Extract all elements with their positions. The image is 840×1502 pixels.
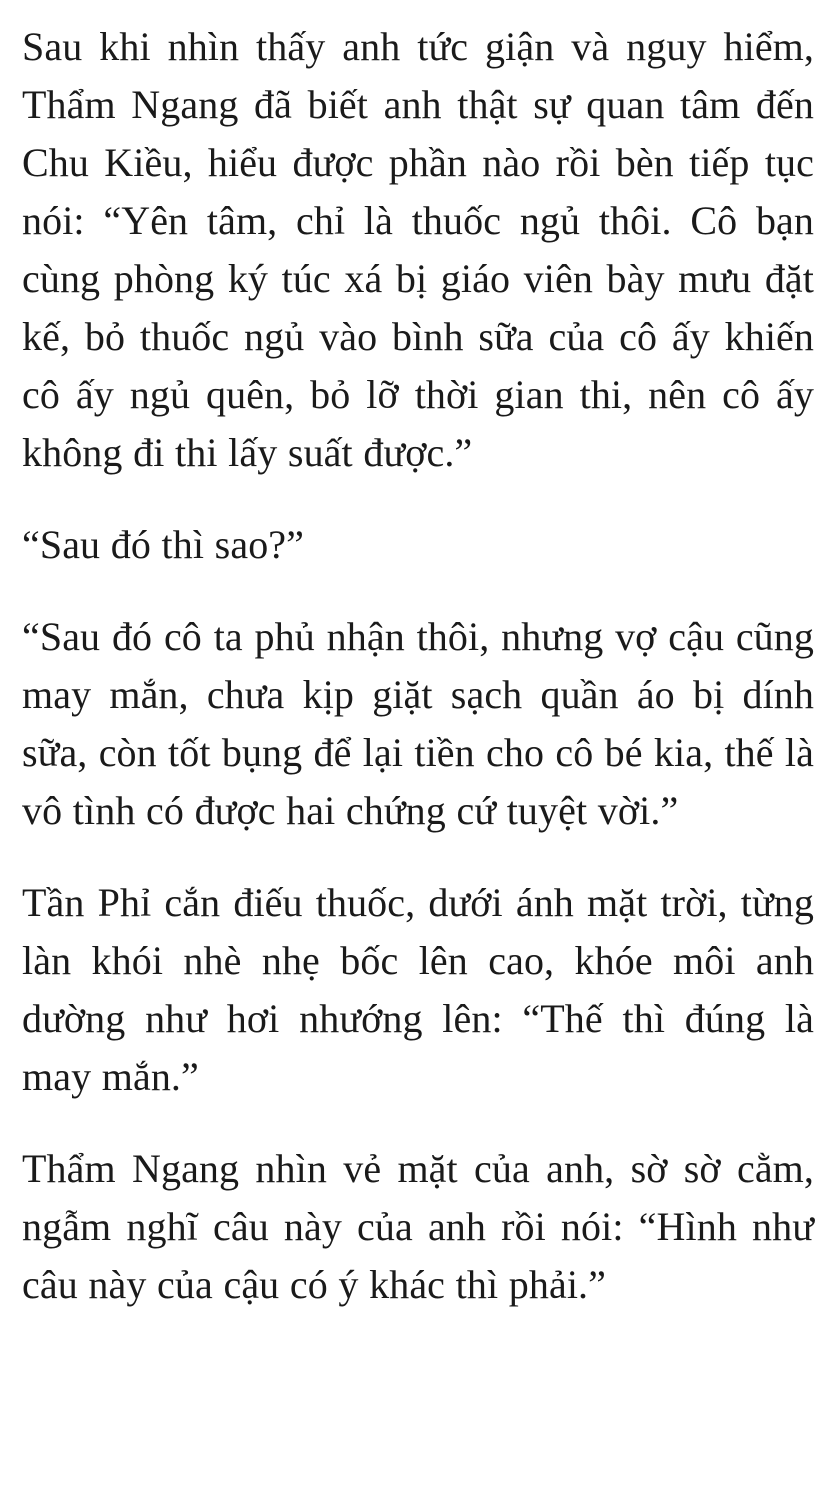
chapter-text-body	[22, 18, 814, 1314]
paragraph: Sau khi nhìn thấy anh tức giận và nguy hiểm, Thẩm Ngang đã biết anh thật sự quan tâm đến Chu Kiều, hiểu được phần nào rồi bèn tiếp tục nói: “Yên tâm, chỉ là thuốc ngủ thôi. Cô bạn cùng phòng ký túc xá bị giáo viên bày mưu đặt kế, bỏ thuốc ngủ vào bình sữa của cô ấy khiến cô ấy ngủ quên, bỏ lỡ thời gian thi, nên cô ấy không đi thi lấy suất được.”	[22, 24, 814, 475]
paragraph: “Sau đó thì sao?”	[22, 522, 305, 567]
paragraph: Thẩm Ngang nhìn vẻ mặt của anh, sờ sờ cằm, ngẫm nghĩ câu này của anh rồi nói: “Hình như câu này của cậu có ý khác thì phải.”	[22, 1146, 814, 1307]
paragraph: “Sau đó cô ta phủ nhận thôi, nhưng vợ cậu cũng may mắn, chưa kịp giặt sạch quần áo bị dính sữa, còn tốt bụng để lại tiền cho cô bé kia, thế là vô tình có được hai chứng cứ tuyệt vời.”	[22, 614, 814, 833]
paragraph: Tần Phỉ cắn điếu thuốc, dưới ánh mặt trời, từng làn khói nhè nhẹ bốc lên cao, khóe môi anh dường như hơi nhướng lên: “Thế thì đúng là may mắn.”	[22, 880, 814, 1099]
